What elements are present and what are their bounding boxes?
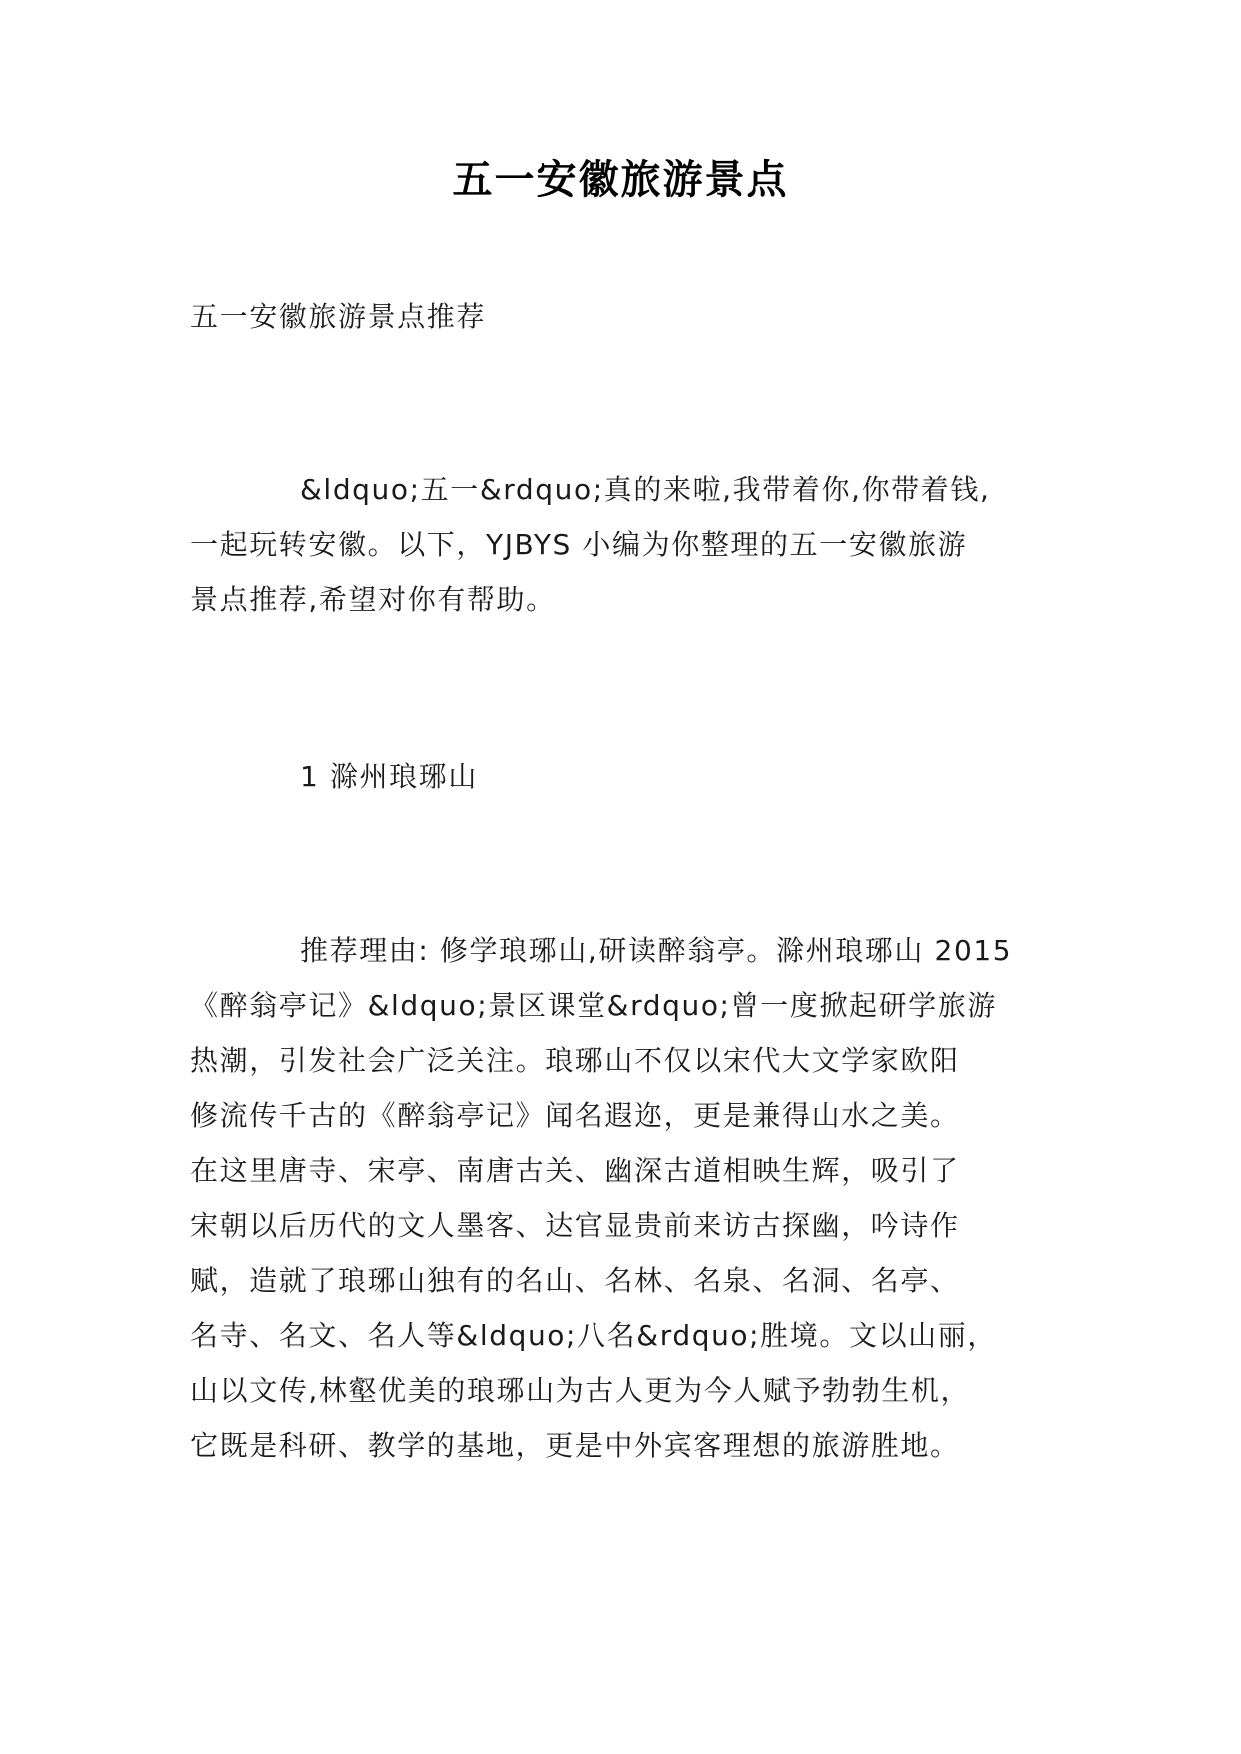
- intro-line: 一起玩转安徽。以下，YJBYS 小编为你整理的五一安徽旅游: [190, 528, 968, 561]
- reason-line: 推荐理由: 修学琅琊山,研读醉翁亭。滁州琅琊山 2015: [300, 934, 1013, 967]
- reason-line: 它既是科研、教学的基地，更是中外宾客理想的旅游胜地。: [190, 1429, 960, 1462]
- reason-line: 宋朝以后历代的文人墨客、达官显贵前来访古探幽，吟诗作: [190, 1209, 960, 1242]
- reason-line: 在这里唐寺、宋亭、南唐古关、幽深古道相映生辉，吸引了: [190, 1154, 960, 1187]
- subtitle: 五一安徽旅游景点推荐: [190, 300, 487, 333]
- reason-line: 赋，造就了琅琊山独有的名山、名林、名泉、名洞、名亭、: [190, 1264, 960, 1297]
- reason-line: 热潮，引发社会广泛关注。琅琊山不仅以宋代大文学家欧阳: [190, 1044, 960, 1077]
- reason-line: 山以文传,林壑优美的琅琊山为古人更为今人赋予勃勃生机，: [190, 1374, 971, 1407]
- reason-line: 修流传千古的《醉翁亭记》闻名遐迩，更是兼得山水之美。: [190, 1099, 960, 1132]
- intro-line: &ldquo;五一&rdquo;真的来啦,我带着你,你带着钱,: [300, 473, 991, 506]
- reason-line: 《醉翁亭记》&ldquo;景区课堂&rdquo;曾一度掀起研学旅游: [190, 989, 997, 1022]
- reason-line: 名寺、名文、名人等&ldquo;八名&rdquo;胜境。文以山丽，: [190, 1319, 997, 1352]
- document-title: 五一安徽旅游景点: [452, 156, 789, 203]
- intro-line: 景点推荐,希望对你有帮助。: [190, 583, 556, 616]
- section-heading: 1 滁州琅琊山: [300, 760, 478, 793]
